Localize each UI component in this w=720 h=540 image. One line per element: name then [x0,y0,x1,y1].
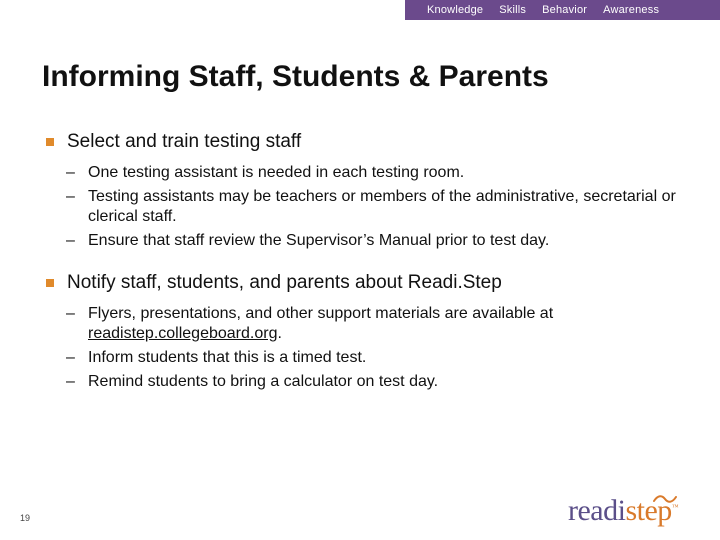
nav-awareness: Awareness [603,4,660,16]
top-nav [405,0,720,20]
bullet-marker-icon [46,279,54,287]
nav-behavior: Behavior [542,4,588,16]
page-number: 19 [20,513,31,523]
dash-marker: – [66,373,75,390]
bullet-2 [46,271,686,294]
bullet-1-text: Select and train testing staff [67,131,302,152]
dash-marker: – [66,164,75,181]
sub-bullet [66,187,686,227]
slide-content [46,130,686,396]
sub-bullet [66,372,686,392]
sub-bullet-text-before: Flyers, presentations, and other support materials are available at [88,305,554,322]
nav-knowledge: Knowledge [427,4,484,16]
sub-bullet-text: Testing assistants may be teachers or members of the administrative, secretarial or clerical staff. [88,188,676,225]
logo-wordmark [568,494,678,528]
readistep-link[interactable]: readistep.collegeboard.org [88,325,278,342]
logo-part-step: step [625,494,672,527]
dash-marker: – [66,305,75,322]
sub-bullet [66,231,686,251]
sub-bullet-text [88,304,686,344]
sub-bullet-text: Ensure that staff review the Supervisor’s Manual prior to test day. [88,232,550,249]
sub-bullet-text: One testing assistant is needed in each testing room. [88,164,465,181]
sub-bullet [66,163,686,183]
sub-bullet-text: Remind students to bring a calculator on test day. [88,373,439,390]
sub-bullet-text-after: . [277,325,282,342]
slide-title: Informing Staff, Students & Parents [42,60,549,93]
logo-trademark: ™ [671,503,679,511]
bullet-1 [46,130,686,153]
logo-part-readi: readi [568,494,626,527]
bullet-1-subs [66,163,686,251]
sub-bullet-text: Inform students that this is a timed test. [88,349,367,366]
sub-bullet [66,304,686,344]
dash-marker: – [66,232,75,249]
bullet-group-1 [46,130,686,251]
top-bar [0,0,720,20]
bullet-group-2 [46,271,686,392]
dash-marker: – [66,188,75,205]
bullet-2-subs [66,304,686,392]
bullet-marker-icon [46,138,54,146]
sub-bullet [66,348,686,368]
nav-skills: Skills [499,4,527,16]
dash-marker: – [66,349,75,366]
bullet-2-text: Notify staff, students, and parents about Readi.Step [67,272,502,293]
readistep-logo [568,494,708,534]
